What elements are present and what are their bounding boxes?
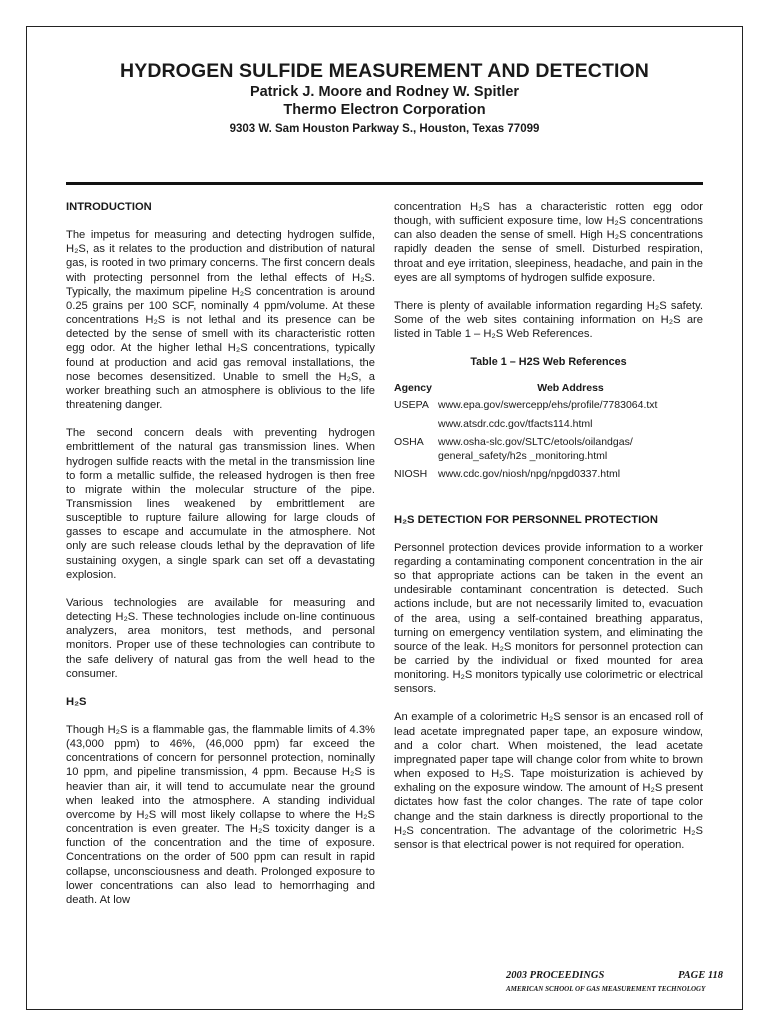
introduction-heading: INTRODUCTION: [66, 201, 152, 213]
agency-cell: OSHA: [394, 436, 424, 449]
continued-paragraph-2: There is plenty of available information regarding H₂S safety. Some of the web sites containing information on H₂S are listed in Table 1 – H₂S Web References.: [394, 299, 703, 341]
footer-school: AMERICAN SCHOOL OF GAS MEASUREMENT TECHNOLOGY: [506, 985, 706, 993]
table-row: [394, 399, 703, 418]
table-row: [394, 418, 703, 437]
web-address-header: Web Address: [537, 381, 604, 394]
introduction-paragraph-1: The impetus for measuring and detecting hydrogen sulfide, H₂S, as it relates to the production and distribution of natural gas, is rooted in two primary concerns. The first concern deals with protecting personnel from the lethal effects of H₂S. Typically, the maximum pipeline H₂S concentration is around 0.25 grains per 100 SCF, nominally 4 ppm/volume. At these concentrations H₂S is not lethal and its presence can be detected by the sense of smell with its characteristic rotten egg odor. At the higher lethal H₂S concentrations, typically found at production and acid gas removal installations, the nose becomes desensitized. Unable to smell the H₂S, a worker breathing such an atmosphere is oblivious to the life threatening danger.: [66, 229, 375, 412]
introduction-paragraph-3: Various technologies are available for measuring and detecting H₂S. These technologies include on-line continuous analyzers, area monitors, test methods, and personal monitors. Proper use of these technologies can contribute to the safe delivery of natural gas from the well head to the consumer.: [66, 596, 375, 680]
table-row: [394, 436, 703, 468]
detection-heading: H₂S DETECTION FOR PERSONNEL PROTECTION: [394, 513, 658, 526]
header-divider: [66, 182, 703, 185]
authors: Patrick J. Moore and Rodney W. Spitler: [249, 84, 520, 100]
url-cell: www.osha-slc.gov/SLTC/etools/oilandgas/ general_safety/h2s _monitoring.html: [438, 436, 633, 462]
footer-proceedings: 2003 PROCEEDINGS: [506, 970, 605, 981]
table-row: [394, 468, 703, 487]
left-column: [66, 200, 375, 921]
detection-paragraph-1: Personnel protection devices provide information to a worker regarding a contaminating component concentration in the air so that appropriate actions can be taken in the event an undesirable contaminant concentration is detected. Such actions include, but are not necessarily limited to, evacuation of the area, using a self-contained breathing apparatus, turning on emergency ventilation system, and eliminating the source of the leak. H₂S monitors for personnel protection can be carried by the individual or fixed mounted for area monitoring. H₂S monitors typically use colorimetric or electrical sensors.: [394, 541, 703, 696]
web-references-table: [394, 382, 703, 487]
detection-paragraph-2: An example of a colorimetric H₂S sensor is an encased roll of lead acetate impregnated paper tape, an exposure window, and a color chart. When moistened, the lead acetate impregnated paper tape will change color from white to brown when exposed to H₂S. Tape moisturization is achieved by exhaling on the exposure window. The amount of H₂S present dictates how fast the color changes. The rate of tape color change and the stain darkness is directly proportional to the H₂S concentration. The advantage of the colorimetric H₂S sensor is that electrical power is not required for operation.: [394, 711, 703, 851]
url-cell: www.epa.gov/swercepp/ehs/profile/7783064.txt: [438, 399, 658, 412]
table-header-row: [394, 382, 703, 400]
url-cell: www.atsdr.cdc.gov/tfacts114.html: [438, 417, 593, 430]
agency-cell: [394, 418, 438, 437]
organization: Thermo Electron Corporation: [283, 102, 486, 118]
url-cell: www.cdc.gov/niosh/npg/npgd0337.html: [438, 468, 621, 481]
footer-page-number: PAGE 118: [678, 970, 724, 981]
agency-header: Agency: [394, 381, 432, 394]
paper-title: HYDROGEN SULFIDE MEASUREMENT AND DETECTION: [120, 60, 649, 82]
agency-cell: NIOSH: [394, 468, 428, 481]
table-title: Table 1 – H2S Web References: [470, 356, 627, 369]
continued-paragraph-1: concentration H₂S has a characteristic rotten egg odor though, with sufficient exposure time, low H₂S concentrations can also deaden the sense of smell. High H₂S concentrations rapidly deaden the sense of smell. Disturbed respiration, throat and eye irritation, sleepiness, headache, and pain in the eyes are all symptoms of hydrogen sulfide exposure.: [394, 201, 703, 284]
h2s-heading: H₂S: [66, 695, 87, 708]
introduction-paragraph-2: The second concern deals with preventing hydrogen embrittlement of the natural gas transmission lines. When hydrogen sulfide reacts with the metal in the transmission line to form a metallic sulfide, the released hydrogen is then free to migrate within the molecular structure of the pipe. Transmission lines weakened by embrittlement are susceptible to rupture failure allowing for large clouds of gasses to escape and accumulate in the atmosphere. Not only are such release clouds lethal by the depravation of life sustaining oxygen, a single spark can set off a devastating explosion.: [66, 427, 375, 581]
address: 9303 W. Sam Houston Parkway S., Houston, Texas 77099: [229, 123, 540, 135]
h2s-paragraph-1: Though H₂S is a flammable gas, the flammable limits of 4.3% (43,000 ppm) to 46%, (46,000 ppm) far exceed the concentrations of concern for personnel protection, nominally 10 ppm, and pipeline transmission, 4 ppm. Because H₂S is heavier than air, it will tend to accumulate near the ground when leaked into the atmosphere. A standing individual overcome by H₂S will most likely collapse to where the H₂S concentration is even greater. The H₂S toxicity danger is a function of the concentration and the time of exposure. Concentrations on the order of 500 ppm can result in rapid collapse, unconsciousness and death. Prolonged exposure to lower concentrations can also lead to hemorrhaging and death. At low: [66, 724, 375, 906]
right-column: [394, 200, 703, 866]
agency-cell: USEPA: [394, 399, 429, 412]
